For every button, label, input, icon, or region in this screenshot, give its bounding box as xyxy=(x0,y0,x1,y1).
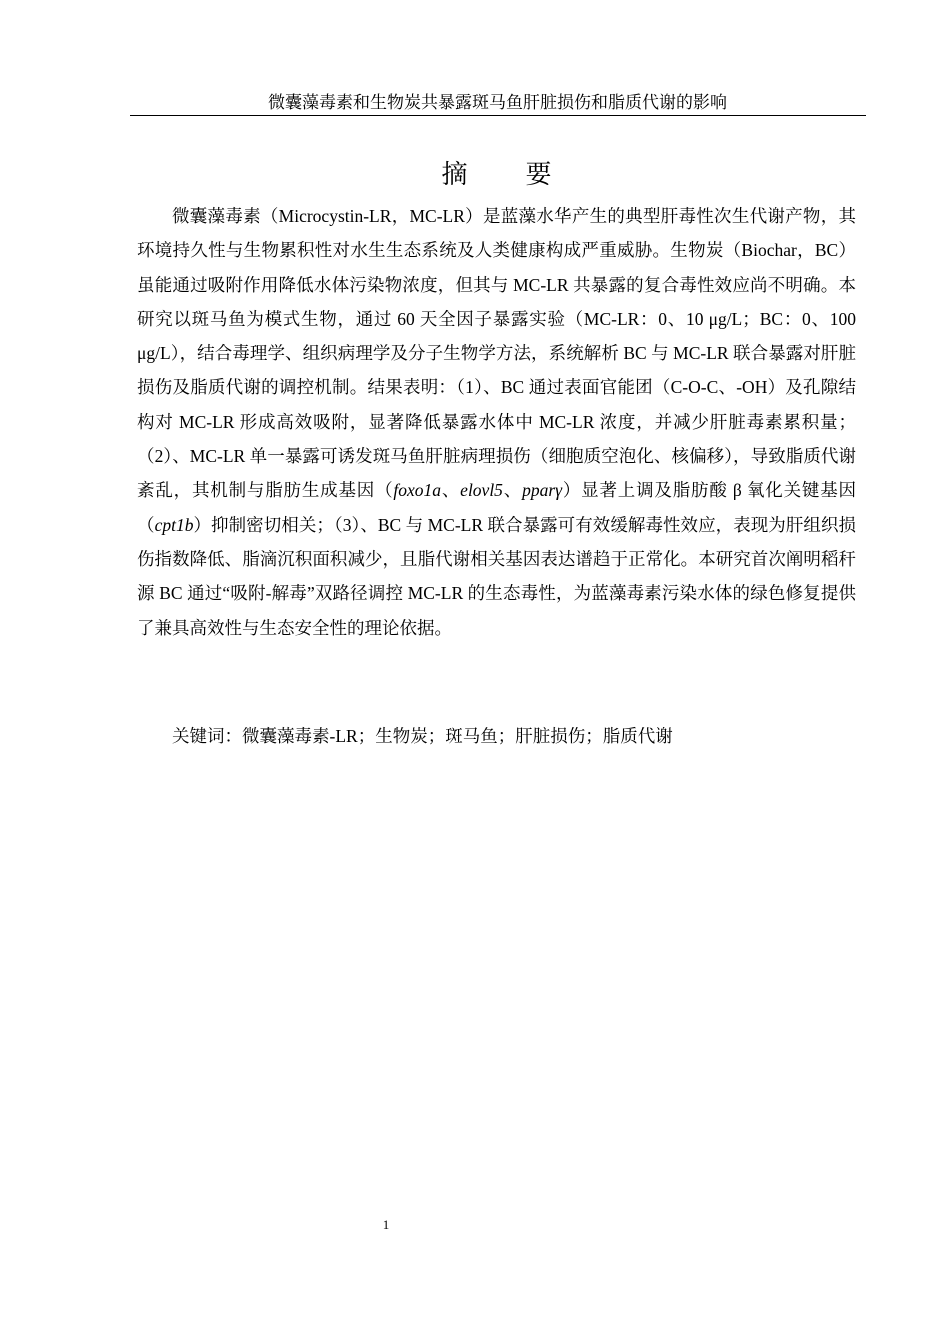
gene-elovl5: elovl5 xyxy=(460,480,503,501)
page-number: 1 xyxy=(382,1217,390,1232)
keywords-line: 关键词：微囊藻毒素-LR；生物炭；斑马鱼；肝脏损伤；脂质代谢 xyxy=(172,726,673,746)
abstract-separator-2: 、 xyxy=(502,480,523,501)
abstract-text-part-1: 微囊藻毒素（Microcystin-LR，MC-LR）是蓝藻水华产生的典型肝毒性次生代谢产物，其环境持久性与生物累积性对水生生态系统及人类健康构成严重威胁。生物炭（Biochar，BC）虽能通过吸附作用降低水体污染物浓度，但其与 MC-LR 共暴露的复合毒性效应尚不明确。本研究以斑马鱼为模式生物，通过 60 天全因子暴露实验（MC-LR：0、10 μg/L；BC：0、100 μg/L），结合毒理学、组织病理学及分子生物学方法，系统解析 BC 与 MC-LR 联合暴露对肝脏损伤及脂质代谢的调控机制。结果表明：（1）、BC 通过表面官能团（C-O-C、-OH）及孔隙结构对 MC-LR 形成高效吸附，显著降低暴露水体中 MC-LR 浓度，并减少肝脏毒素累积量；（2）、MC-LR 单一暴露可诱发斑马鱼肝脏病理损伤（细胞质空泡化、核偏移），导致脂质代谢紊乱，其机制与脂肪生成基因（ xyxy=(137,206,856,501)
gene-cpt1b: cpt1b xyxy=(154,514,194,535)
gene-ppary: pparγ xyxy=(522,480,563,501)
abstract-separator-1: 、 xyxy=(441,480,461,501)
abstract-heading: 摘 要 xyxy=(441,160,554,189)
abstract-text-part-2: ）显著上调及脂肪酸 β 氧化关键基因（ xyxy=(137,480,857,535)
header-divider xyxy=(130,115,866,116)
running-header-title: 微囊藻毒素和生物炭共暴露斑马鱼肝脏损伤和脂质代谢的影响 xyxy=(268,93,727,112)
abstract-paragraph xyxy=(137,199,856,645)
gene-foxo1a: foxo1a xyxy=(393,480,442,501)
abstract-text-part-3: ）抑制密切相关；（3）、BC 与 MC-LR 联合暴露可有效缓解毒性效应，表现为肝组织损伤指数降低、脂滴沉积面积减少，且脂代谢相关基因表达谱趋于正常化。本研究首次阐明稻秆源 BC 通过“吸附-解毒”双路径调控 MC-LR 的生态毒性，为蓝藻毒素污染水体的绿色修复提供了兼具高效性与生态安全性的理论依据。 xyxy=(137,514,857,638)
